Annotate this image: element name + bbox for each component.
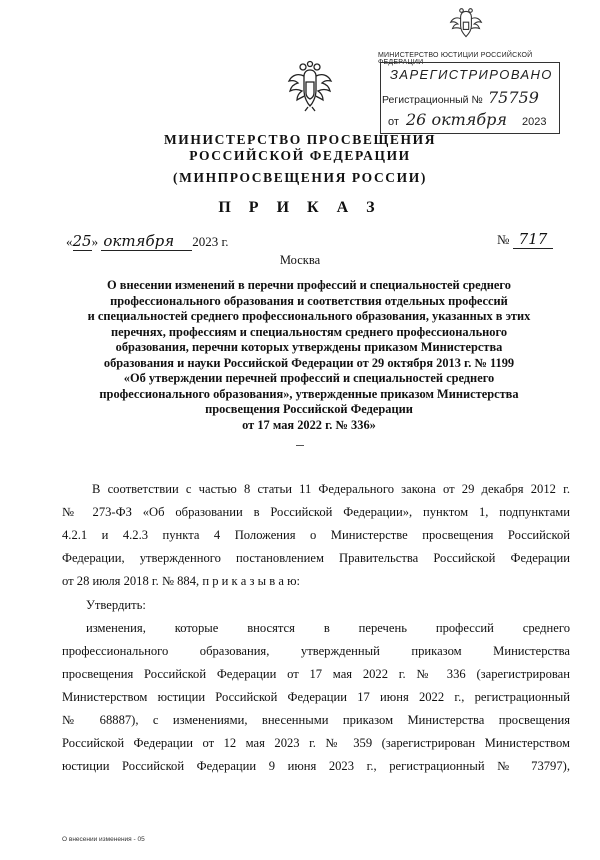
body-line: В соответствии с частью 8 статьи 11 Федерального закона от 29 декабря 2012 г.: [92, 482, 570, 496]
stamp-date-handwritten: 26 октября: [406, 110, 507, 129]
title-line: образования, перечни которых утверждены приказом Министерства: [115, 340, 503, 354]
title-line: профессионального образования», утвержденные приказом Министерства: [99, 386, 519, 401]
changes-paragraph: [62, 617, 570, 778]
order-title: [58, 278, 560, 433]
date-close-quote: »: [91, 234, 99, 249]
number-value: 717: [513, 230, 554, 249]
body-line: профессионального образования, утвержденный приказом Министерства: [62, 644, 570, 658]
order-body: [62, 478, 570, 778]
ministry-name-line2: РОССИЙСКОЙ ФЕДЕРАЦИИ: [189, 148, 411, 163]
body-line: № 68887), с изменениями, внесенными приказом Министерства просвещения: [62, 713, 570, 727]
title-line: О внесении изменений в перечни профессий и специальностей среднего: [107, 278, 511, 292]
date-open-quote: «: [66, 234, 73, 249]
body-line: юстиции Российской Федерации 9 июня 2023 г., регистрационный № 73797),: [62, 759, 570, 773]
order-number: [497, 230, 553, 248]
title-line: профессионального образования и соответствия отдельных профессий: [110, 293, 508, 308]
ministry-short-name: (МИНПРОСВЕЩЕНИЯ РОССИИ): [173, 170, 427, 185]
state-emblem-icon: [448, 6, 484, 42]
title-line: перечнях, профессиям и специальностям среднего профессионального: [110, 324, 508, 339]
ministry-name-line1: МИНИСТЕРСТВО ПРОСВЕЩЕНИЯ: [163, 132, 437, 147]
body-line: № 273-ФЗ «Об образовании в Российской Федерации», пунктом 1, подпунктами: [62, 505, 570, 519]
title-line: «Об утверждении перечней профессий и специальностей среднего: [123, 371, 495, 385]
coat-of-arms-icon: [287, 60, 333, 112]
body-line: 4.2.1 и 4.2.3 пункта 4 Положения о Министерстве просвещения Российской: [62, 528, 570, 542]
city: Москва: [279, 253, 321, 267]
stamp-reg-label: Регистрационный №: [382, 94, 483, 106]
title-line: образования и науки Российской Федерации от 29 октября 2013 г. № 1199: [103, 355, 515, 370]
separator-mark: [296, 445, 304, 446]
stamp-organization: МИНИСТЕРСТВО ЮСТИЦИИ РОССИЙСКОЙ ФЕДЕРАЦИИ: [378, 52, 533, 66]
approve-statement: Утвердить:: [86, 598, 146, 612]
title-line: и специальностей среднего профессионального образования, указанных в этих: [87, 309, 531, 323]
number-label: №: [497, 232, 510, 247]
preamble-paragraph: [62, 478, 570, 593]
title-line: просвещения Российской Федерации: [205, 402, 413, 416]
order-date: [66, 232, 229, 251]
body-line: Российской Федерации от 12 мая 2023 г. № 359 (зарегистрирован Министерством: [62, 736, 570, 750]
date-day: 25: [72, 232, 92, 250]
registration-stamp: [372, 40, 564, 140]
document-type-heading: П Р И К А З: [218, 199, 382, 216]
date-year: 2023 г.: [192, 234, 229, 249]
title-line: от 17 мая 2022 г. № 336»: [242, 417, 376, 432]
stamp-title: ЗАРЕГИСТРИРОВАНО: [390, 67, 553, 82]
stamp-year: 2023: [522, 116, 547, 128]
body-line: изменения, которые вносятся в перечень профессий среднего: [86, 621, 570, 635]
body-line: просвещения Российской Федерации от 17 мая 2022 г. № 336 (зарегистрирован: [62, 667, 570, 681]
body-line: Министерством юстиции Российской Федерации 17 июня 2022 г., регистрационный: [62, 690, 570, 704]
body-line: Федерации, утвержденного постановлением Правительства Российской Федерации: [62, 551, 570, 565]
page-footer: О внесении изменения - 05: [62, 836, 145, 843]
body-line: от 28 июля 2018 г. № 884, п р и к а з ы в а ю:: [62, 574, 301, 588]
date-month: октября: [101, 232, 192, 251]
stamp-date-prefix: от: [388, 116, 399, 128]
stamp-reg-number: 75759: [488, 88, 539, 107]
